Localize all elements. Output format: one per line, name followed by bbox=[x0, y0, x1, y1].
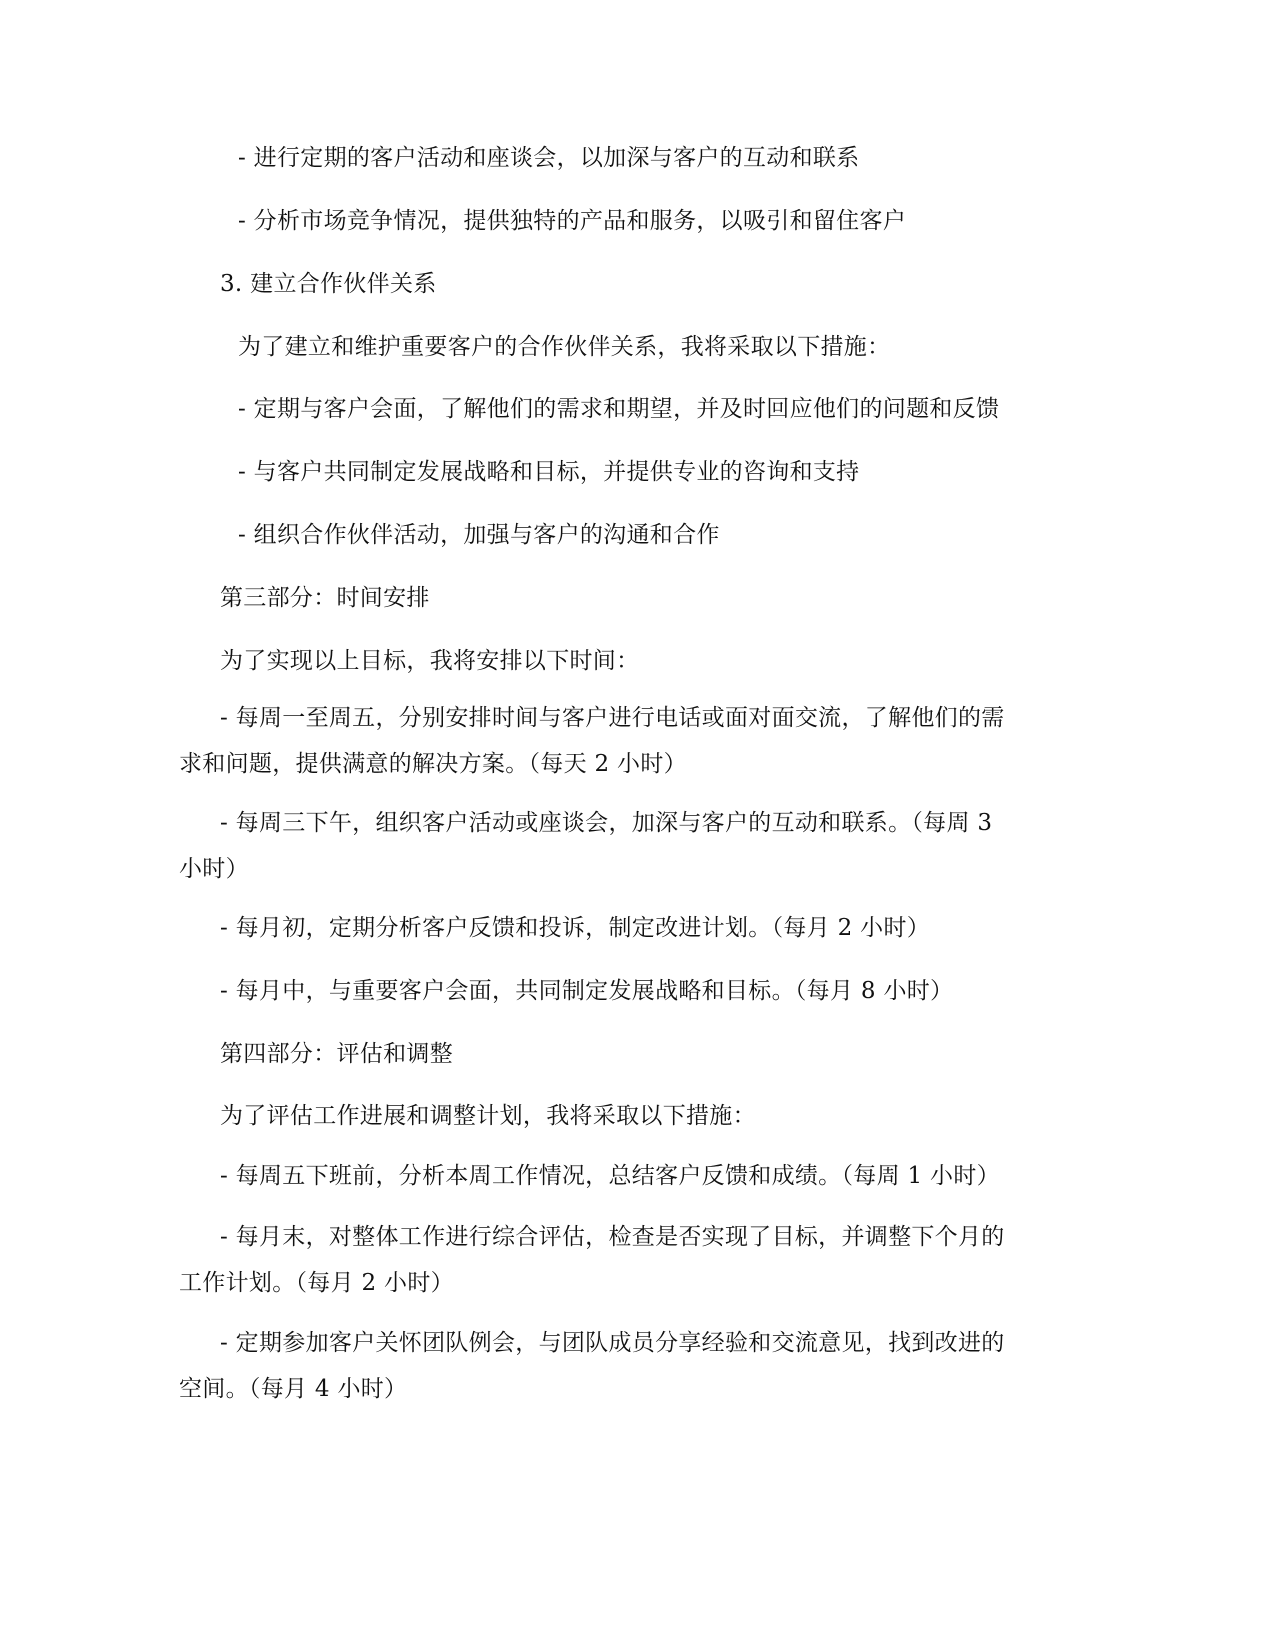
bullet-client-activities: - 进行定期的客户活动和座谈会，以加深与客户的互动和联系 bbox=[238, 145, 860, 171]
eval-item-month-end-line2: 工作计划。（每月 2 小时） bbox=[179, 1270, 454, 1296]
bullet-joint-strategy: - 与客户共同制定发展战略和目标，并提供专业的咨询和支持 bbox=[238, 459, 860, 485]
eval-item-team-meeting-line1: - 定期参加客户关怀团队例会，与团队成员分享经验和交流意见，找到改进的 bbox=[220, 1330, 1005, 1356]
time-item-weekdays bbox=[179, 695, 1005, 787]
time-item-weekdays-line1: - 每周一至周五，分别安排时间与客户进行电话或面对面交流，了解他们的需 bbox=[220, 705, 1005, 731]
eval-item-team-meeting-line2: 空间。（每月 4 小时） bbox=[179, 1376, 408, 1402]
eval-item-friday: - 每周五下班前，分析本周工作情况，总结客户反馈和成绩。（每周 1 小时） bbox=[220, 1163, 1000, 1189]
eval-item-team-meeting bbox=[179, 1320, 1005, 1412]
time-item-wednesday-line1: - 每周三下午，组织客户活动或座谈会，加深与客户的互动和联系。（每周 3 bbox=[220, 810, 993, 836]
partnership-intro: 为了建立和维护重要客户的合作伙伴关系，我将采取以下措施： bbox=[238, 334, 891, 360]
time-item-wednesday bbox=[179, 800, 992, 892]
section4-intro: 为了评估工作进展和调整计划，我将采取以下措施： bbox=[220, 1103, 756, 1129]
bullet-market-analysis: - 分析市场竞争情况，提供独特的产品和服务，以吸引和留住客户 bbox=[238, 208, 907, 234]
section3-title: 第三部分：时间安排 bbox=[220, 585, 430, 611]
eval-item-month-end bbox=[179, 1214, 1005, 1306]
bullet-meet-clients: - 定期与客户会面，了解他们的需求和期望，并及时回应他们的问题和反馈 bbox=[238, 396, 1000, 422]
bullet-partner-events: - 组织合作伙伴活动，加强与客户的沟通和合作 bbox=[238, 522, 720, 548]
time-item-mid-month: - 每月中，与重要客户会面，共同制定发展战略和目标。（每月 8 小时） bbox=[220, 978, 954, 1004]
time-item-weekdays-line2: 求和问题，提供满意的解决方案。（每天 2 小时） bbox=[179, 751, 687, 777]
section3-intro: 为了实现以上目标，我将安排以下时间： bbox=[220, 648, 640, 674]
eval-item-month-end-line1: - 每月末，对整体工作进行综合评估，检查是否实现了目标，并调整下个月的 bbox=[220, 1224, 1005, 1250]
time-item-wednesday-line2: 小时） bbox=[179, 856, 249, 882]
heading-partnership: 3. 建立合作伙伴关系 bbox=[220, 271, 437, 297]
time-item-month-start: - 每月初，定期分析客户反馈和投诉，制定改进计划。（每月 2 小时） bbox=[220, 915, 931, 941]
section4-title: 第四部分：评估和调整 bbox=[220, 1041, 453, 1067]
